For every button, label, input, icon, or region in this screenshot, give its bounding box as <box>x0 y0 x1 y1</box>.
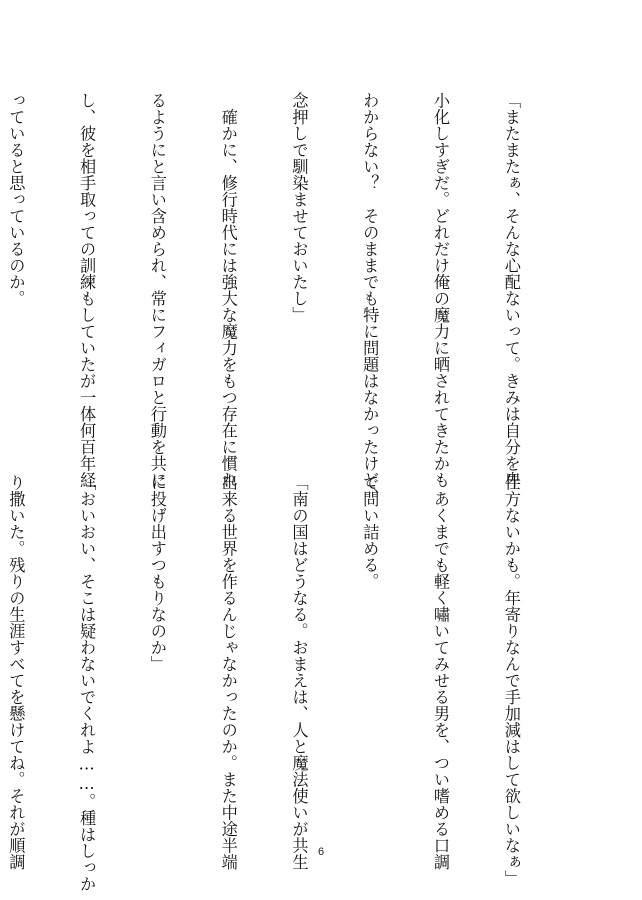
text-line: で問い詰める。 <box>360 474 380 590</box>
text-line: わからない？ そのままでも特に問題はなかったけど、 <box>360 92 380 505</box>
text-line: り撒いた。残りの生涯すべてを懸けてね。それが順調 <box>6 474 26 870</box>
text-line: 仕方ないかも。年寄りなんで手加減はして欲しいなぁ」 <box>501 474 521 887</box>
page-number: 6 <box>317 846 325 858</box>
text-line: に投げ出すつもりなのか」 <box>147 474 167 672</box>
text-line: あくまでも軽く嘯いてみせる男を、つい嗜める口調 <box>431 474 451 870</box>
text-line: 「おいおい、そこは疑わないでくれよ……。種はしっか <box>77 474 97 893</box>
text-line: 出来る世界を作るんじゃなかったのか。また中途半端 <box>218 474 238 870</box>
text-line: 小化しすぎだ。どれだけ俺の魔力に晒されてきたかも <box>431 92 451 488</box>
text-line: るようにと言い含められ、常にフィガロと行動を共に <box>147 92 167 488</box>
text-line: 「南の国はどうなる。おまえは、人と魔法使いが共生 <box>289 474 309 870</box>
top-text-block <box>6 92 570 505</box>
text-line: し、彼を相手取っての訓練もしていたが一体何百年経 <box>77 92 97 488</box>
text-line: 確かに、修行時代には強大な魔力をもつ存在に慣れ <box>218 92 238 488</box>
text-line: 「またまたぁ、そんな心配ないって。きみは自分を卑 <box>501 92 521 488</box>
text-line: っていると思っているのか。 <box>6 92 26 307</box>
text-line: 念押しで馴染ませておいたし」 <box>289 92 309 323</box>
bottom-text-block <box>6 474 570 893</box>
